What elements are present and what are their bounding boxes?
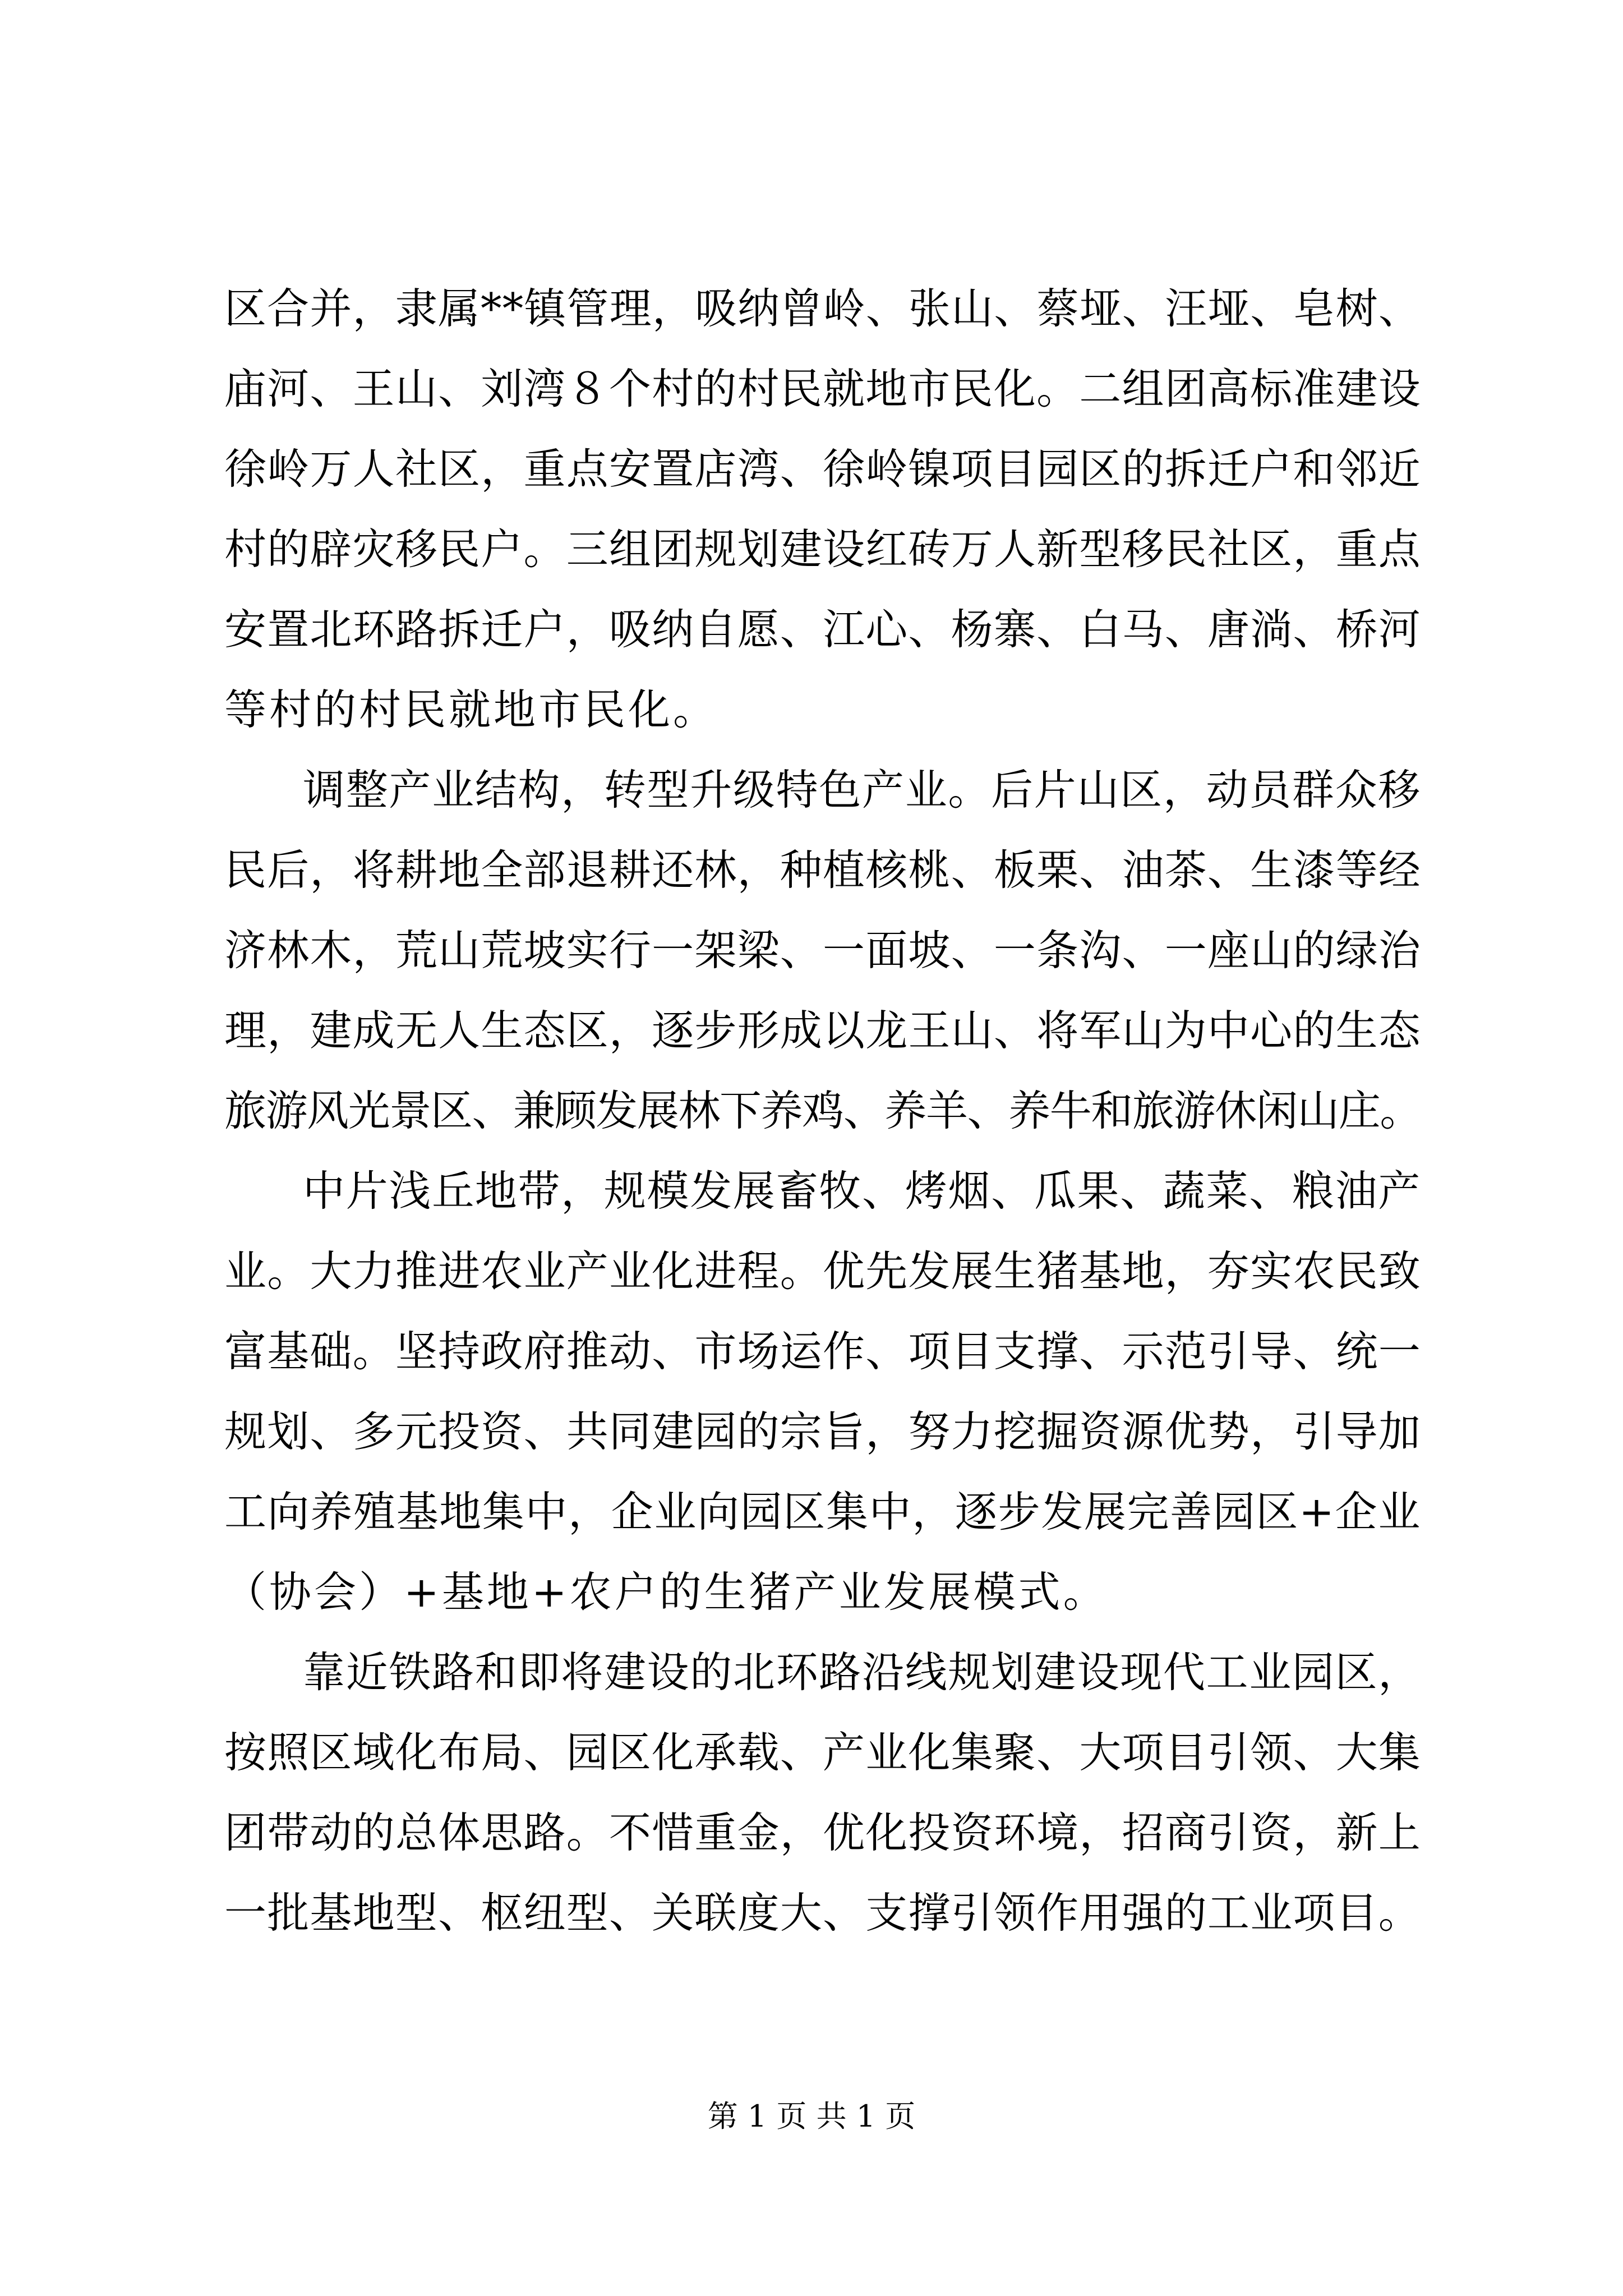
text-line: 济林木，荒山荒坡实行一架梁、一面坡、一条沟、一座山的绿治 (224, 926, 1422, 975)
text-line: 中片浅丘地带，规模发展畜牧、烤烟、瓜果、蔬菜、粮油产 (303, 1166, 1422, 1216)
text-line: （协会）+基地+农户的生猪产业发展模式。 (224, 1567, 1108, 1617)
text-line: 规划、多元投资、共同建园的宗旨，努力挖掘资源优势，引导加 (224, 1407, 1422, 1456)
text-line: 庙河、王山、刘湾８个村的村民就地市民化。二组团高标准建设 (224, 364, 1422, 413)
text-line: 按照区域化布局、园区化承载、产业化集聚、大项目引领、大集 (224, 1728, 1422, 1777)
text-line: 理，建成无人生态区，逐步形成以龙王山、将军山为中心的生态 (224, 1006, 1422, 1055)
text-line: 等村的村民就地市民化。 (224, 685, 718, 734)
text-line: 旅游风光景区、兼顾发展林下养鸡、养羊、养牛和旅游休闲山庄。 (224, 1086, 1422, 1135)
text-line: 民后，将耕地全部退耕还林，种植核桃、板栗、油茶、生漆等经 (224, 845, 1422, 895)
text-line: 徐岭万人社区，重点安置店湾、徐岭镍项目园区的拆迁户和邻近 (224, 444, 1422, 494)
text-line: 安置北环路拆迁户，吸纳自愿、江心、杨寨、白马、唐淌、桥河 (224, 605, 1422, 654)
page-footer: 第 1 页 共 1 页 (707, 2099, 916, 2134)
text-line: 调整产业结构，转型升级特色产业。后片山区，动员群众移 (303, 765, 1422, 815)
text-line: 富基础。坚持政府推动、市场运作、项目支撑、示范引导、统一 (224, 1327, 1422, 1376)
text-line: 靠近铁路和即将建设的北环路沿线规划建设现代工业园区， (303, 1648, 1422, 1697)
text-line: 区合并，隶属**镇管理，吸纳曾岭、张山、蔡垭、汪垭、皂树、 (224, 284, 1422, 333)
text-line: 业。大力推进农业产业化进程。优先发展生猪基地，夯实农民致 (224, 1246, 1422, 1296)
text-line: 工向养殖基地集中，企业向园区集中，逐步发展完善园区+企业 (224, 1487, 1421, 1536)
text-line: 团带动的总体思路。不惜重金，优化投资环境，招商引资，新上 (224, 1808, 1422, 1857)
text-line: 村的辟灾移民户。三组团规划建设红砖万人新型移民社区，重点 (224, 524, 1422, 574)
text-line: 一批基地型、枢纽型、关联度大、支撑引领作用强的工业项目。 (224, 1888, 1422, 1938)
